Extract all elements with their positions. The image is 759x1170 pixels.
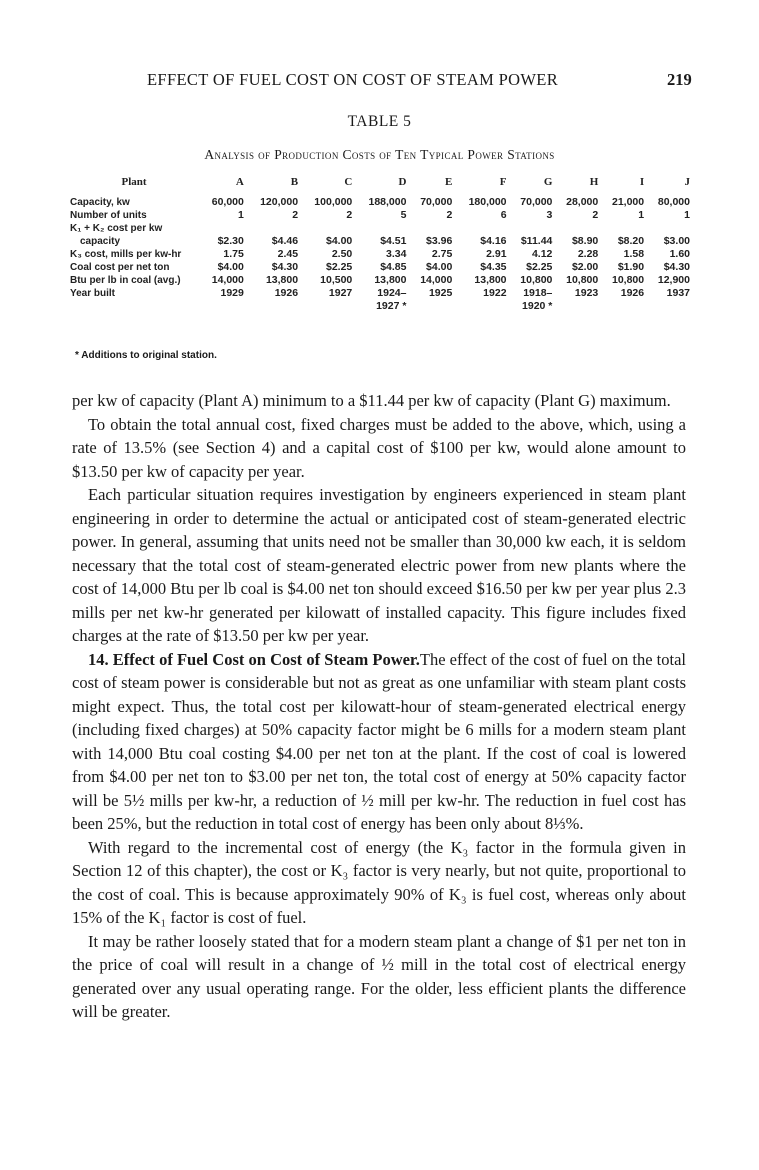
- table-cell: [598, 222, 644, 235]
- column-header: C: [344, 176, 353, 188]
- table-cell: 1929: [220, 287, 244, 299]
- table-cell: 1920 *: [522, 300, 553, 312]
- table-cell: 2.28: [577, 248, 599, 260]
- table-cell: 1927: [328, 287, 353, 299]
- table-footnote: * Additions to original station.: [75, 350, 217, 361]
- table-cell: 1918–: [523, 287, 553, 299]
- column-header: G: [543, 176, 553, 188]
- column-header: B: [290, 176, 299, 188]
- table-cell: 1: [684, 209, 690, 221]
- table-cell: [552, 300, 598, 313]
- table-cell: [298, 300, 352, 313]
- table-cell: 188,000: [368, 196, 407, 208]
- table-cell: [452, 222, 506, 235]
- table-cell: $4.16: [480, 235, 507, 247]
- production-costs-table: [70, 176, 690, 313]
- table-cell: $4.00: [325, 235, 353, 247]
- table-cell: 1922: [483, 287, 507, 299]
- paragraph-text: The effect of the cost of fuel on the total cost of steam power is considerable but not as great as one unfamiliar with steam plant costs might expect. Thus, the total cost per kilowatt-hour of steam-generated electrical energy (including fixed charges) at 50% capacity factor might be 6 mills for a modern steam plant with 14,000 Btu coal costing $4.00 per net ton at the plant. If the cost of coal is lowered from $4.00 per net ton to $3.00 per net ton, the total cost of energy at 50% capacity factor will be 5½ mills per kw-hr, a reduction of ½ mill per kw-hr. The reduction in fuel cost has been 25%, but the reduction in total cost of energy has been only about 8⅓%.: [72, 649, 687, 833]
- row-label: [70, 300, 198, 313]
- table-cell: 10,500: [320, 274, 353, 286]
- table-cell: $4.85: [380, 261, 407, 273]
- table-cell: 1923: [574, 287, 599, 299]
- paragraph: It may be rather loosely stated that for a modern steam plant a change of $1 per net ton in the price of coal will result in a change of ½ mill in the total cost of electrical energy generated over any usual operating range. For the older, less efficient plants the difference will be greater.: [72, 931, 686, 1021]
- table-cell: 13,800: [265, 274, 299, 286]
- table-cell: $8.20: [617, 235, 645, 247]
- table-row: [70, 209, 690, 222]
- paragraph: To obtain the total annual cost, fixed charges must be added to the above, which, using a rate of 13.5% (see Section 4) and a capital cost of $100 per kw, would alone amount to $13.50 per kw of capacity per year.: [72, 414, 686, 481]
- table-cell: 10,800: [611, 274, 645, 286]
- paragraph: Each particular situation requires investigation by engineers experienced in steam plant engineering in order to determine the actual or anticipated cost of steam-generated electric power. In general, assuming that units need not be smaller than 30,000 kw each, it is seldom necessary that the total cost of steam-generated electric power from new plants where the cost of 14,000 Btu per lb coal is $4.00 net ton should exceed $16.50 per kw per year plus 2.3 mills per net kw-hr generated per kilowatt of installed capacity. This figure includes fixed charges at the rate of $13.50 per kw per year.: [72, 485, 686, 645]
- table-cell: 2.50: [331, 248, 353, 260]
- table-cell: $4.00: [217, 261, 244, 273]
- table-cell: $3.00: [663, 235, 690, 247]
- table-cell: $2.25: [325, 261, 353, 273]
- table-cell: $4.00: [426, 261, 453, 273]
- table-cell: 180,000: [468, 196, 507, 208]
- column-header: E: [444, 176, 453, 188]
- table-cell: 1: [638, 209, 645, 221]
- table-cell: 13,800: [474, 274, 507, 286]
- table-cell: 1926: [274, 287, 299, 299]
- table-cell: [198, 222, 244, 235]
- table-cell: $2.25: [526, 261, 553, 273]
- table-cell: 2: [592, 209, 599, 221]
- table-cell: 1.75: [223, 248, 244, 260]
- table-cell: 13,800: [374, 274, 407, 286]
- table-cell: 120,000: [260, 196, 299, 208]
- table-cell: 2.45: [277, 248, 299, 260]
- table-cell: 1937: [666, 287, 690, 299]
- row-label: Coal cost per net ton: [70, 262, 170, 273]
- table-cell: 14,000: [211, 274, 244, 286]
- table-cell: 70,000: [520, 196, 553, 208]
- row-label: K₁ + K₂ cost per kw: [70, 223, 163, 234]
- table-header-row: [70, 176, 690, 196]
- body-text: [72, 389, 686, 1024]
- table-cell: 60,000: [211, 196, 244, 208]
- paragraph: per kw of capacity (Plant A) minimum to a $11.44 per kw of capacity (Plant G) maximum.: [72, 391, 671, 410]
- table-cell: 1.58: [623, 248, 645, 260]
- table-caption: Analysis of Production Costs of Ten Typical Power Stations: [204, 147, 555, 162]
- row-label: Btu per lb in coal (avg.): [70, 275, 181, 286]
- table-cell: [244, 222, 298, 235]
- row-label: Number of units: [70, 210, 147, 221]
- table-cell: $4.30: [271, 261, 299, 273]
- table-cell: 2: [446, 209, 453, 221]
- column-header: D: [398, 176, 407, 188]
- table-cell: 1925: [428, 287, 453, 299]
- table-cell: $4.51: [380, 235, 407, 247]
- section-heading: 14. Effect of Fuel Cost on Cost of Steam Power.: [88, 649, 420, 669]
- row-label: Year built: [70, 288, 116, 299]
- row-label: K₃ cost, mills per kw-hr: [70, 249, 182, 260]
- table-cell: 5: [400, 209, 407, 221]
- table-cell: [507, 222, 553, 235]
- table-cell: [644, 222, 690, 235]
- table-cell: 28,000: [566, 196, 599, 208]
- table-cell: $2.00: [571, 261, 599, 273]
- table-cell: [598, 300, 644, 313]
- row-label: Capacity, kw: [70, 197, 130, 208]
- table-row: [70, 235, 690, 248]
- table-cell: [406, 300, 452, 313]
- table-cell: [198, 300, 244, 313]
- table-cell: 2.91: [486, 248, 507, 260]
- paragraph: With regard to the incremental cost of energy (the K₃ factor in the formula given in Section 12 of this chapter), the cost or K₃ factor is very nearly, but not quite, proportional to the cost of coal. This is because approximately 90% of K₃ is fuel cost, whereas only about 15% of the K₁ factor is cost of fuel.: [72, 837, 686, 927]
- table-cell: 1926: [620, 287, 645, 299]
- table-cell: $1.90: [617, 261, 645, 273]
- table-row: [70, 300, 690, 313]
- table-cell: 1.60: [669, 248, 690, 260]
- table-row: [70, 287, 690, 300]
- column-header: I: [639, 176, 645, 188]
- table-number: TABLE 5: [347, 113, 412, 130]
- table-cell: 1927 *: [376, 300, 407, 312]
- table-cell: $11.44: [520, 235, 553, 247]
- table-row: [70, 196, 690, 209]
- table-cell: $2.30: [217, 235, 244, 247]
- table-cell: 2: [292, 209, 299, 221]
- column-header: H: [589, 176, 599, 188]
- table-cell: 1: [238, 209, 244, 221]
- table-cell: 6: [500, 209, 507, 221]
- table-row: [70, 222, 690, 235]
- running-title: EFFECT OF FUEL COST ON COST OF STEAM POWER: [147, 70, 559, 89]
- column-header: A: [235, 176, 244, 188]
- table-row: [70, 261, 690, 274]
- page-number: 219: [667, 70, 692, 89]
- table-cell: $4.35: [480, 261, 507, 273]
- paragraph: [72, 648, 686, 836]
- table-cell: 14,000: [420, 274, 453, 286]
- table-cell: 3.34: [386, 248, 407, 260]
- table-cell: $4.30: [663, 261, 690, 273]
- table-cell: 10,800: [566, 274, 599, 286]
- table-cell: [244, 300, 298, 313]
- table-row: [70, 248, 690, 261]
- column-header: J: [684, 176, 690, 188]
- table-cell: 100,000: [314, 196, 353, 208]
- table-cell: 1924–: [377, 287, 407, 299]
- table-cell: $8.90: [571, 235, 599, 247]
- plant-column-header: Plant: [121, 176, 147, 188]
- table-cell: 21,000: [611, 196, 645, 208]
- table-cell: 2.75: [431, 248, 453, 260]
- table-cell: [452, 300, 506, 313]
- page-header: [0, 70, 759, 92]
- table-cell: [298, 222, 352, 235]
- table-cell: [406, 222, 452, 235]
- row-label: capacity: [80, 236, 121, 247]
- table-cell: 70,000: [420, 196, 453, 208]
- table-cell: [644, 300, 690, 313]
- table-cell: 3: [546, 209, 553, 221]
- table-cell: 80,000: [657, 196, 690, 208]
- table-cell: 2: [346, 209, 353, 221]
- table-cell: $3.96: [426, 235, 453, 247]
- column-header: F: [499, 176, 507, 188]
- table-cell: [352, 222, 406, 235]
- table-cell: $4.46: [271, 235, 299, 247]
- table-cell: 4.12: [531, 248, 553, 260]
- table-cell: 12,900: [657, 274, 690, 286]
- table-cell: 10,800: [520, 274, 553, 286]
- table-row: [70, 274, 690, 287]
- table-cell: [552, 222, 598, 235]
